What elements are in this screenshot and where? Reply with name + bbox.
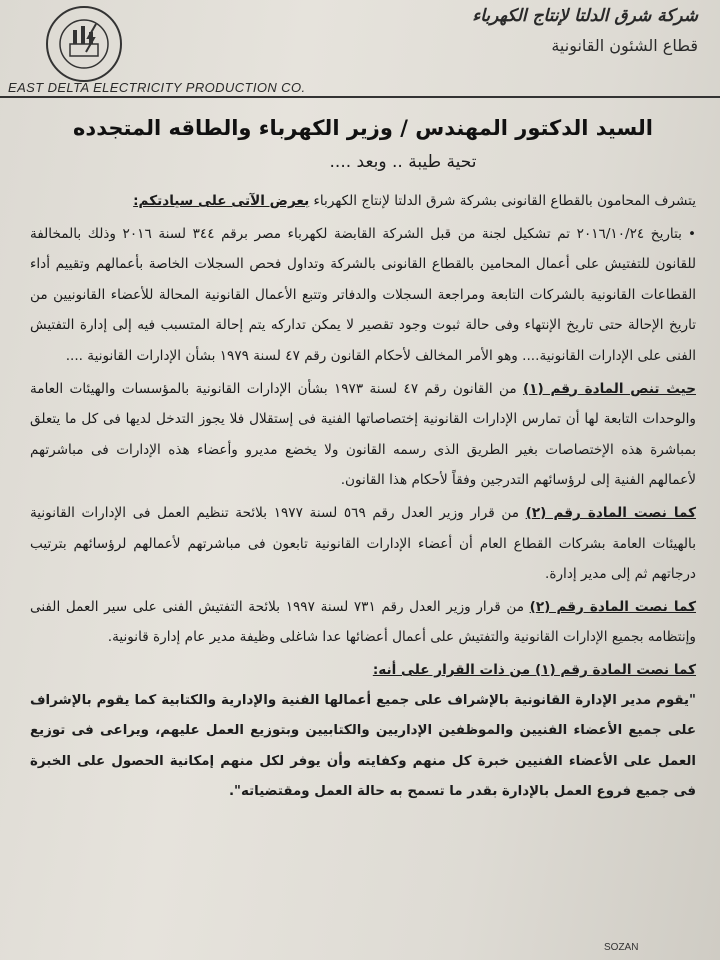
intro-paragraph [30, 186, 696, 217]
section-2-heading: كما نصت المادة رقم (٢) [525, 504, 696, 521]
section-3-text: من قرار وزير العدل رقم ٧٣١ لسنة ١٩٩٧ بلائحة التفتيش الفنى على سير العمل الفنى وإنتظامه بجميع الإدارات القانونية والتفتيش على أعمال أعضائها عدا شاغلى وظيفة مدير عام إدارة قانونية. [30, 598, 696, 646]
greeting-line: تحية طيبة .. وبعد .... [329, 152, 477, 172]
company-name-english: EAST DELTA ELECTRICITY PRODUCTION CO. [8, 80, 306, 95]
section-article-2-decree-569 [30, 498, 696, 590]
addressee-line: السيد الدكتور المهندس / وزير الكهرباء والطاقه المتجدده [73, 116, 653, 140]
section-article-1 [30, 374, 696, 496]
company-logo-icon [38, 4, 130, 86]
section-4-heading: كما نصت المادة رقم (١) من ذات القرار على أنه: [372, 661, 696, 678]
intro-emphasis: بعرض الآتى على سيادتكم: [133, 193, 310, 209]
intro-text: يتشرف المحامون بالقطاع القانونى بشركة شرق الدلتا لإنتاج الكهرباء [313, 193, 696, 209]
section-2-text: من قرار وزير العدل رقم ٥٦٩ لسنة ١٩٧٧ بلائحة تنظيم العمل فى الإدارات القانونية بالهيئات العامة بشركات القطاع العام أن أعضاء الإدارات القانونية تابعون فى مباشرتهم لأعمالهم لرؤسائهم بترتيب درجاتهم ثم إلى مدير إدارة. [30, 504, 696, 583]
section-4-quote: "يقوم مدير الإدارة القانونية بالإشراف على جميع أعمالها الفنية والإدارية والكتابية كما يقوم بالإشراف على جميع الأعضاء الفنيين والموظفين الإداريين والكتابيين وبتوزيع العمل عليهم، ويراعى فى توزيع العمل على الأعضاء الفنيين خبرة كل منهم وكفايته وأن يوفر لكل منهم إمكانية الحصول على الخبرة فى جميع فروع العمل بالإدارة بقدر ما تسمح به حالة العمل ومقتضياته". [30, 692, 696, 800]
letter-body [30, 112, 696, 808]
section-1-text: من القانون رقم ٤٧ لسنة ١٩٧٣ بشأن الإدارات القانونية بالمؤسسات والهيئات العامة والوحدات التابعة لها أن تمارس الإدارات القانونية إختصاصاتها الفنية فى إستقلال فلا يجوز التدخل لديها فى كل ما يتعلق بمباشرة هذه الإختصاصات بغير الطريق الذى رسمه القانون ولا يخضع مديرو وأعضاء هذه الإدارات فى مباشرتهم لأعمالهم الفنية إلى لرؤسائهم التدرجين وفقاً لأحكام هذا القانون. [30, 380, 696, 489]
section-article-2-decree-731 [30, 592, 696, 653]
section-article-1-same-decree [30, 655, 696, 686]
paragraph-committee: • بتاريخ ٢٠١٦/١٠/٢٤ تم تشكيل لجنة من قبل الشركة القابضة لكهرباء مصر برقم ٣٤٤ لسنة ٢٠١٦ وذلك بالمخالفة للقانون للتفتيش على أعمال المحامين بالقطاع القانونى بالشركة وتداول فحص السجلات الخاصة بأعمالهم وتقييم أداء القطاعات القانونية بالشركات التابعة ومراجعة السجلات والدفاتر وتتبع الأعمال القانونية المحالة للأعضاء القانونيين من تاريخ الإحالة حتى تاريخ الإنتهاء وفى حالة ثبوت وجود تقصير لا يمكن تداركه يتم إحالة المتسبب فيه إلى إدارة التفتيش الفنى على الإدارات القانونية.... وهو الأمر المخالف لأحكام القانون رقم ٤٧ لسنة ١٩٧٩ بشأن الإدارات القانونية .... [30, 219, 696, 372]
company-name-arabic: شركة شرق الدلتا لإنتاج الكهرباء [472, 6, 698, 26]
letterhead-divider [0, 96, 720, 98]
section-1-heading: حيث تنص المادة رقم (١) [522, 380, 696, 397]
footer-mark: SOZAN [604, 942, 639, 953]
department-name-arabic: قطاع الشئون القانونية [551, 36, 698, 55]
section-3-heading: كما نصت المادة رقم (٢) [529, 598, 696, 615]
